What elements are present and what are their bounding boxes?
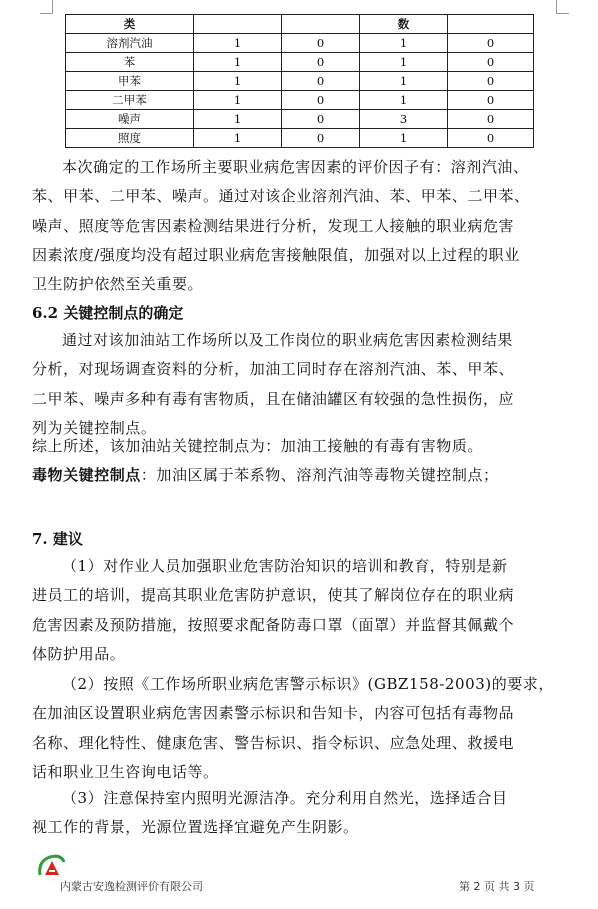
table-cell: 苯 [66, 53, 194, 72]
table-cell: 0 [282, 72, 360, 91]
paragraph-line: 危害因素及预防措施，按照要求配备防毒口罩（面罩）并监督其佩戴个 [32, 615, 515, 634]
paragraph-line: 体防护用品。 [32, 644, 126, 663]
paragraph-line: 因素浓度/强度均没有超过职业病危害接触限值，加强对以上过程的职业 [32, 245, 520, 264]
footer-page-number: 第 2 页 共 3 页 [459, 880, 535, 893]
table-row [66, 72, 534, 91]
table-cell: 1 [194, 34, 282, 53]
table-cell: 0 [448, 110, 534, 129]
paragraph-line: 通过对该加油站工作场所以及工作岗位的职业病危害因素检测结果 [62, 331, 513, 349]
table-cell: 1 [194, 72, 282, 91]
section-7-heading: 7. 建议 [32, 530, 83, 548]
table-cell: 溶剂汽油 [66, 34, 194, 53]
table-cell: 0 [448, 34, 534, 53]
recommendation-2 [32, 670, 554, 787]
crop-mark-right [556, 0, 569, 14]
table-cell: 0 [448, 129, 534, 148]
paragraph-line: 视工作的背景，光源位置选择宜避免产生阴影。 [32, 818, 359, 837]
table-cell: 0 [448, 72, 534, 91]
paragraph-line: 名称、理化特性、健康危害、警告标识、指令标识、应急处理、救援电 [32, 733, 515, 752]
paragraph-line: 卫生防护依然至关重要。 [32, 275, 204, 294]
table-cell: 1 [360, 129, 448, 148]
table-cell: 噪声 [66, 110, 194, 129]
table-cell: 0 [282, 34, 360, 53]
paragraph-line: 话和职业卫生咨询电话等。 [32, 762, 219, 781]
hazard-count-table [65, 14, 534, 148]
paragraph-line: 本次确定的工作场所主要职业病危害因素的评价因子有：溶剂汽油、 [62, 158, 529, 176]
paragraph-line: 在加油区设置职业病危害因素警示标识和告知卡，内容可包括有毒物品 [32, 704, 515, 723]
table-header-cell [448, 15, 534, 34]
table-cell: 照度 [66, 129, 194, 148]
table-row [66, 53, 534, 72]
footer-company: 内蒙古安逸检测评价有限公司 [60, 880, 203, 893]
crop-mark-left [40, 0, 53, 14]
table-cell: 1 [194, 53, 282, 72]
table-cell: 1 [194, 110, 282, 129]
table-cell: 二甲苯 [66, 91, 194, 110]
table-cell: 1 [194, 129, 282, 148]
recommendation-1 [32, 552, 514, 669]
paragraph-line: 苯、甲苯、二甲苯、噪声。通过对该企业溶剂汽油、苯、甲苯、二甲苯、 [32, 187, 530, 206]
table-cell: 甲苯 [66, 72, 194, 91]
paragraph-line: 分析，对现场调查资料的分析，加油工同时存在溶剂汽油、苯、甲苯、 [32, 360, 515, 379]
table-cell: 3 [360, 110, 448, 129]
toxic-control-label: 毒物关键控制点 [32, 466, 141, 484]
table-cell: 1 [360, 53, 448, 72]
table-row [66, 110, 534, 129]
table-row [66, 129, 534, 148]
key-control-paragraph [32, 326, 514, 443]
table-cell: 1 [360, 91, 448, 110]
paragraph-line: （1）对作业人员加强职业危害防治知识的培训和教育，特别是新 [62, 557, 508, 575]
table-cell: 0 [282, 110, 360, 129]
paragraph-line: （2）按照《工作场所职业病危害警示标识》(GBZ158-2003)的要求， [62, 675, 554, 693]
table-header-row [66, 15, 534, 34]
company-logo-icon [37, 853, 67, 879]
table-row [66, 34, 534, 53]
table-cell: 0 [448, 53, 534, 72]
table-cell: 1 [194, 91, 282, 110]
table-cell: 0 [448, 91, 534, 110]
evaluation-paragraph [32, 153, 530, 299]
table-cell: 0 [282, 53, 360, 72]
table-cell: 1 [360, 72, 448, 91]
paragraph-line: 噪声、照度等危害因素检测结果进行分析，发现工人接触的职业病危害 [32, 216, 515, 235]
table-header-cell [194, 15, 282, 34]
table-cell: 1 [360, 34, 448, 53]
paragraph-line: 二甲苯、噪声多种有毒有害物质，且在储油罐区有较强的急性损伤，应 [32, 389, 515, 408]
paragraph-line: （3）注意保持室内照明光源洁净。充分利用自然光，选择适合目 [62, 789, 508, 807]
section-6-2-heading: 6.2 关键控制点的确定 [32, 304, 184, 322]
toxic-control-line [32, 465, 499, 485]
table-cell: 0 [282, 91, 360, 110]
summary-line: 综上所述，该加油站关键控制点为：加油工接触的有毒有害物质。 [32, 437, 483, 455]
table-cell: 0 [282, 129, 360, 148]
table-header-cell: 类 [66, 15, 194, 34]
paragraph-line: 列为关键控制点。 [32, 418, 157, 437]
toxic-control-text: ：加油区属于苯系物、溶剂汽油等毒物关键控制点； [140, 466, 499, 484]
table-header-cell: 数 [360, 15, 448, 34]
table-row [66, 91, 534, 110]
recommendation-3 [32, 784, 508, 843]
paragraph-line: 进员工的培训，提高其职业危害防护意识，使其了解岗位存在的职业病 [32, 586, 515, 605]
table-header-cell [282, 15, 360, 34]
